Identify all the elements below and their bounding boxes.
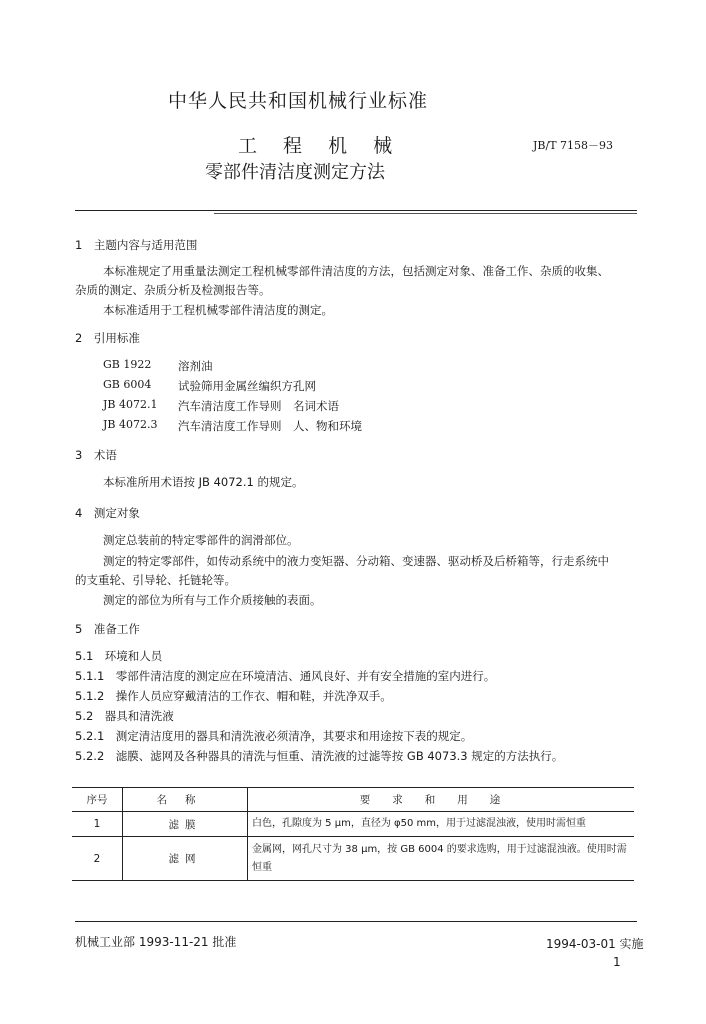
section-3-para: 本标准所用术语按 JB 4072.1 的规定。	[103, 475, 304, 489]
section-4-para-3: 测定的部位为所有与工作介质接触的表面。	[103, 593, 322, 607]
table-header-no: 序号	[72, 788, 123, 812]
page-number: 1	[613, 955, 621, 969]
table-cell-no: 2	[72, 837, 123, 881]
section-5-2-2: 5.2.2 滤膜、滤网及各种器具的清洗与恒重、清洗液的过滤等按 GB 4073.3 规定的方法执行。	[75, 749, 564, 763]
ref-name: 试验筛用金属丝编织方孔网	[178, 379, 316, 393]
standard-code: JB/T 7158－93	[533, 139, 614, 152]
ref-code: GB 6004	[103, 378, 152, 391]
section-4-para-1: 测定总装前的特定零部件的润滑部位。	[103, 533, 299, 547]
table-header-name: 名称	[123, 788, 248, 812]
approval-note: 机械工业部 1993-11-21 批准	[75, 935, 237, 949]
section-3-heading: 3 术语	[75, 448, 117, 462]
section-4-para-2a: 测定的特定零部件，如传动系统中的液力变矩器、分动箱、变速器、驱动桥及后桥箱等，行走系统中	[103, 554, 609, 568]
table-cell-requirement: 金属网，网孔尺寸为 38 μm，按 GB 6004 的要求选购，用于过滤混浊液。使用时需恒重	[248, 837, 635, 881]
section-5-2-1: 5.2.1 测定清洁度用的器具和清洗液必须清净，其要求和用途按下表的规定。	[75, 729, 473, 743]
table-header-requirement: 要求和用途	[248, 788, 635, 812]
section-2-heading: 2 引用标准	[75, 331, 140, 345]
table-cell-name: 滤膜	[123, 812, 248, 837]
ref-code: JB 4072.3	[103, 418, 158, 431]
ref-code: GB 1922	[103, 358, 152, 371]
header-rule	[75, 210, 637, 211]
section-4-heading: 4 测定对象	[75, 506, 140, 520]
ref-name: 汽车清洁度工作导则 名词术语	[178, 399, 339, 413]
ref-code: JB 4072.1	[103, 398, 158, 411]
document-title: 工 程 机 械	[238, 135, 403, 157]
section-5-heading: 5 准备工作	[75, 622, 140, 636]
requirements-table	[72, 787, 634, 881]
table-cell-name: 滤网	[123, 837, 248, 881]
section-1-para-1a: 本标准规定了用重量法测定工程机械零部件清洁度的方法，包括测定对象、准备工作、杂质的收集、	[103, 264, 609, 278]
section-5-1-1: 5.1.1 零部件清洁度的测定应在环境清洁、通风良好、并有安全措施的室内进行。	[75, 669, 496, 683]
implementation-date: 1994-03-01 实施	[546, 937, 644, 951]
standard-org-title: 中华人民共和国机械行业标准	[168, 90, 429, 112]
table-cell-no: 1	[72, 812, 123, 837]
ref-name: 汽车清洁度工作导则 人、物和环境	[178, 419, 362, 433]
ref-name: 溶剂油	[178, 359, 213, 373]
section-5-2-heading: 5.2 器具和清洗液	[75, 709, 174, 723]
section-5-1-2: 5.1.2 操作人员应穿戴清洁的工作衣、帽和鞋，并洗净双手。	[75, 689, 392, 703]
table-row	[72, 812, 634, 837]
table-cell-requirement: 白色，孔隙度为 5 μm，直径为 φ50 mm，用于过滤混浊液，使用时需恒重	[248, 812, 635, 837]
section-4-para-2b: 的支重轮、引导轮、托链轮等。	[75, 573, 236, 587]
table-row	[72, 837, 634, 881]
document-subtitle: 零部件清洁度测定方法	[205, 162, 385, 183]
section-1-heading: 1 主题内容与适用范围	[75, 238, 198, 252]
section-1-para-2: 本标准适用于工程机械零部件清洁度的测定。	[103, 303, 333, 317]
header-rule-secondary	[214, 213, 637, 214]
table-header-row	[72, 788, 634, 812]
footer-rule	[75, 921, 637, 922]
section-5-1-heading: 5.1 环境和人员	[75, 649, 163, 663]
section-1-para-1b: 杂质的测定、杂质分析及检测报告等。	[75, 283, 271, 297]
